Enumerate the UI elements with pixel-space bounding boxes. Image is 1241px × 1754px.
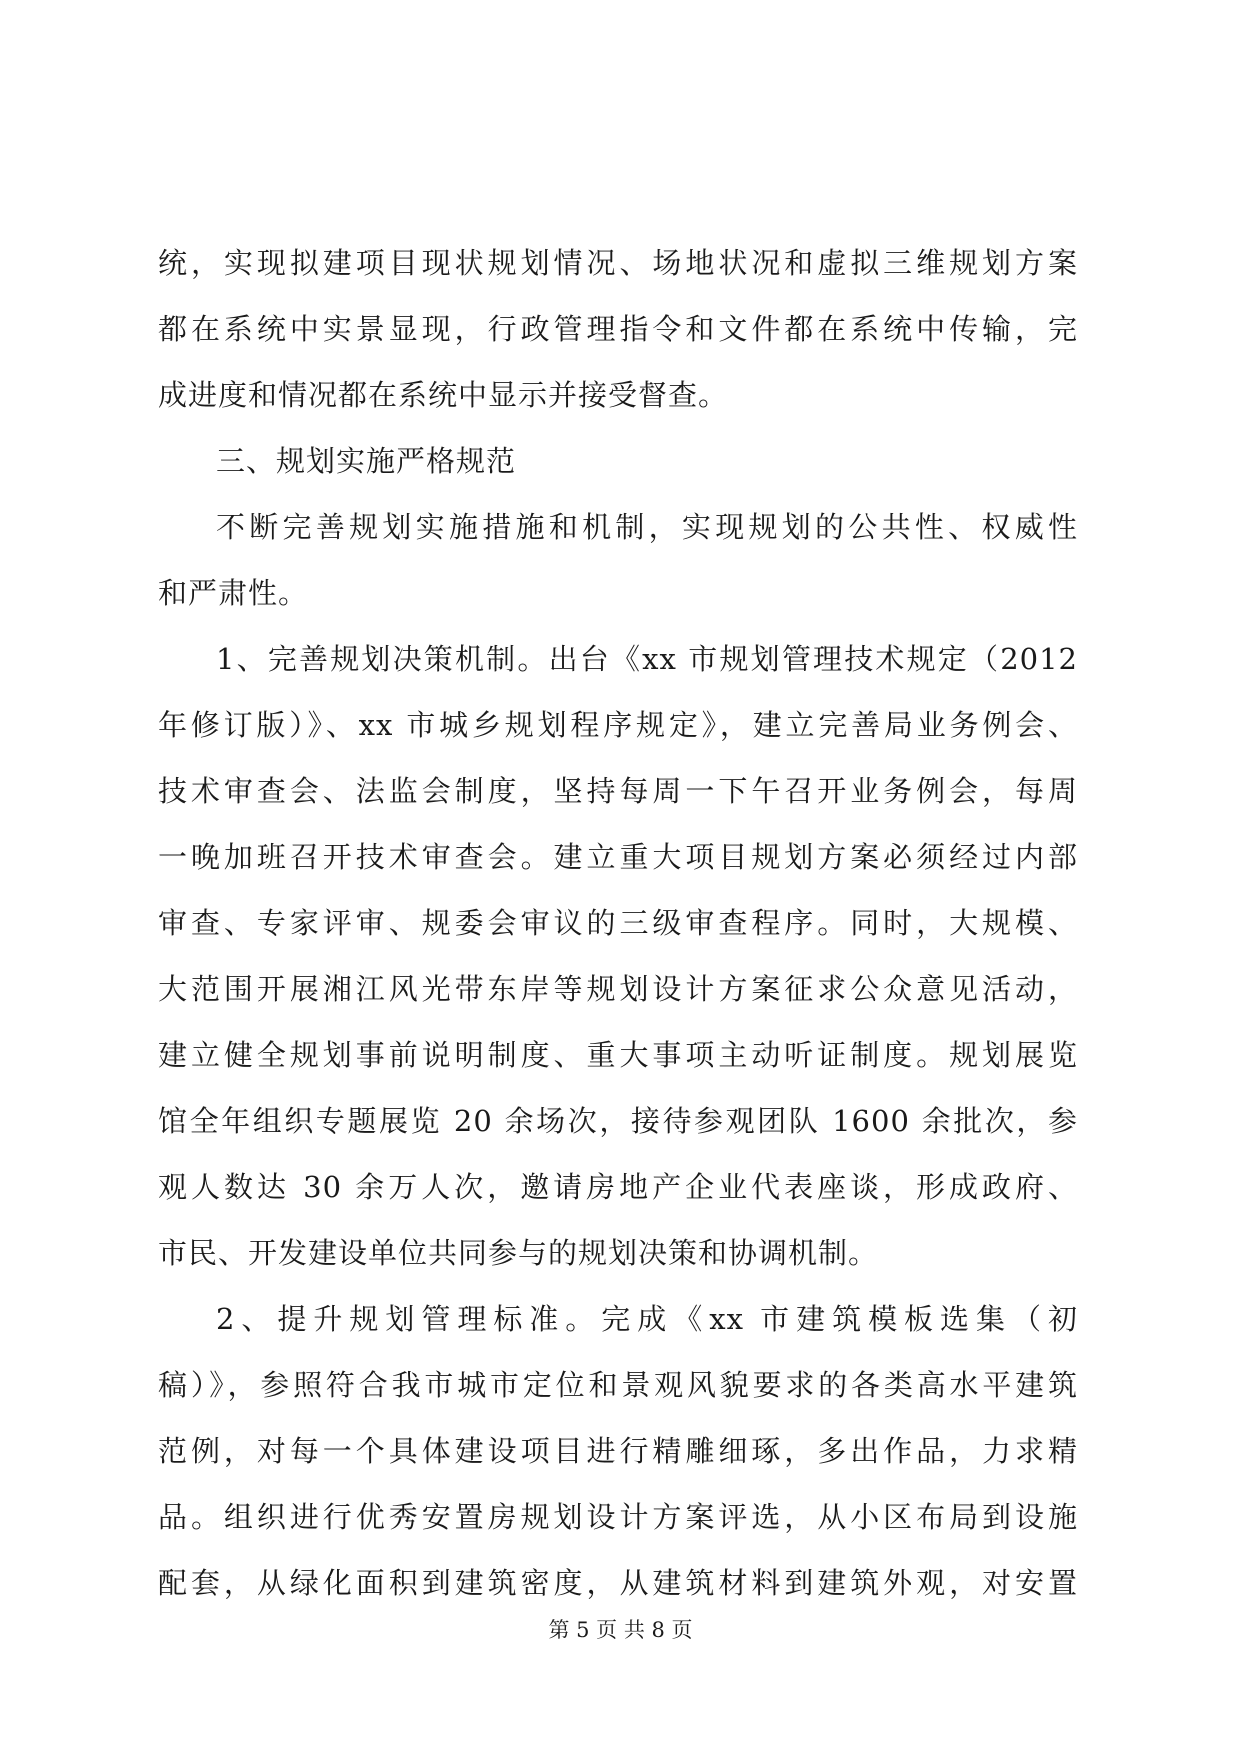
text-line: 成进度和情况都在系统中显示并接受督查。 (158, 378, 729, 412)
text-line: 都在系统中实景显现，行政管理指令和文件都在系统中传输，完 (158, 312, 1078, 346)
text-line: 稿）》，参照符合我市城市定位和景观风貌要求的各类高水平建筑 (158, 1368, 1078, 1402)
text-line: 审查、专家评审、规委会审议的三级审查程序。同时，大规模、 (158, 906, 1078, 940)
text-line: 年修订版）》、xx 市城乡规划程序规定》，建立完善局业务例会、 (158, 708, 1078, 742)
text-line: 建立健全规划事前说明制度、重大事项主动听证制度。规划展览 (158, 1038, 1078, 1072)
page-number: 第 5 页 共 8 页 (548, 1618, 693, 1642)
text-line: 2、提升规划管理标准。完成《xx 市建筑模板选集（初 (216, 1302, 1078, 1336)
text-line: 配套，从绿化面积到建筑密度，从建筑材料到建筑外观，对安置 (158, 1566, 1078, 1600)
document-body (158, 230, 1078, 1616)
text-line: 大范围开展湘江风光带东岸等规划设计方案征求公众意见活动， (158, 972, 1078, 1006)
text-line: 一晚加班召开技术审查会。建立重大项目规划方案必须经过内部 (158, 840, 1078, 874)
text-line: 技术审查会、法监会制度，坚持每周一下午召开业务例会，每周 (158, 774, 1078, 808)
section-heading: 三、规划实施严格规范 (216, 444, 517, 478)
text-line: 和严肃性。 (158, 576, 309, 610)
text-line: 观人数达 30 余万人次，邀请房地产企业代表座谈，形成政府、 (158, 1170, 1078, 1204)
text-line: 不断完善规划实施措施和机制，实现规划的公共性、权威性 (216, 510, 1078, 544)
text-line: 1、完善规划决策机制。出台《xx 市规划管理技术规定（2012 (216, 642, 1078, 676)
text-line: 馆全年组织专题展览 20 余场次，接待参观团队 1600 余批次，参 (158, 1104, 1078, 1138)
text-line: 范例，对每一个具体建设项目进行精雕细琢，多出作品，力求精 (158, 1434, 1078, 1468)
text-line: 统，实现拟建项目现状规划情况、场地状况和虚拟三维规划方案 (158, 246, 1078, 280)
text-line: 市民、开发建设单位共同参与的规划决策和协调机制。 (158, 1236, 879, 1270)
text-line: 品。组织进行优秀安置房规划设计方案评选，从小区布局到设施 (158, 1500, 1078, 1534)
